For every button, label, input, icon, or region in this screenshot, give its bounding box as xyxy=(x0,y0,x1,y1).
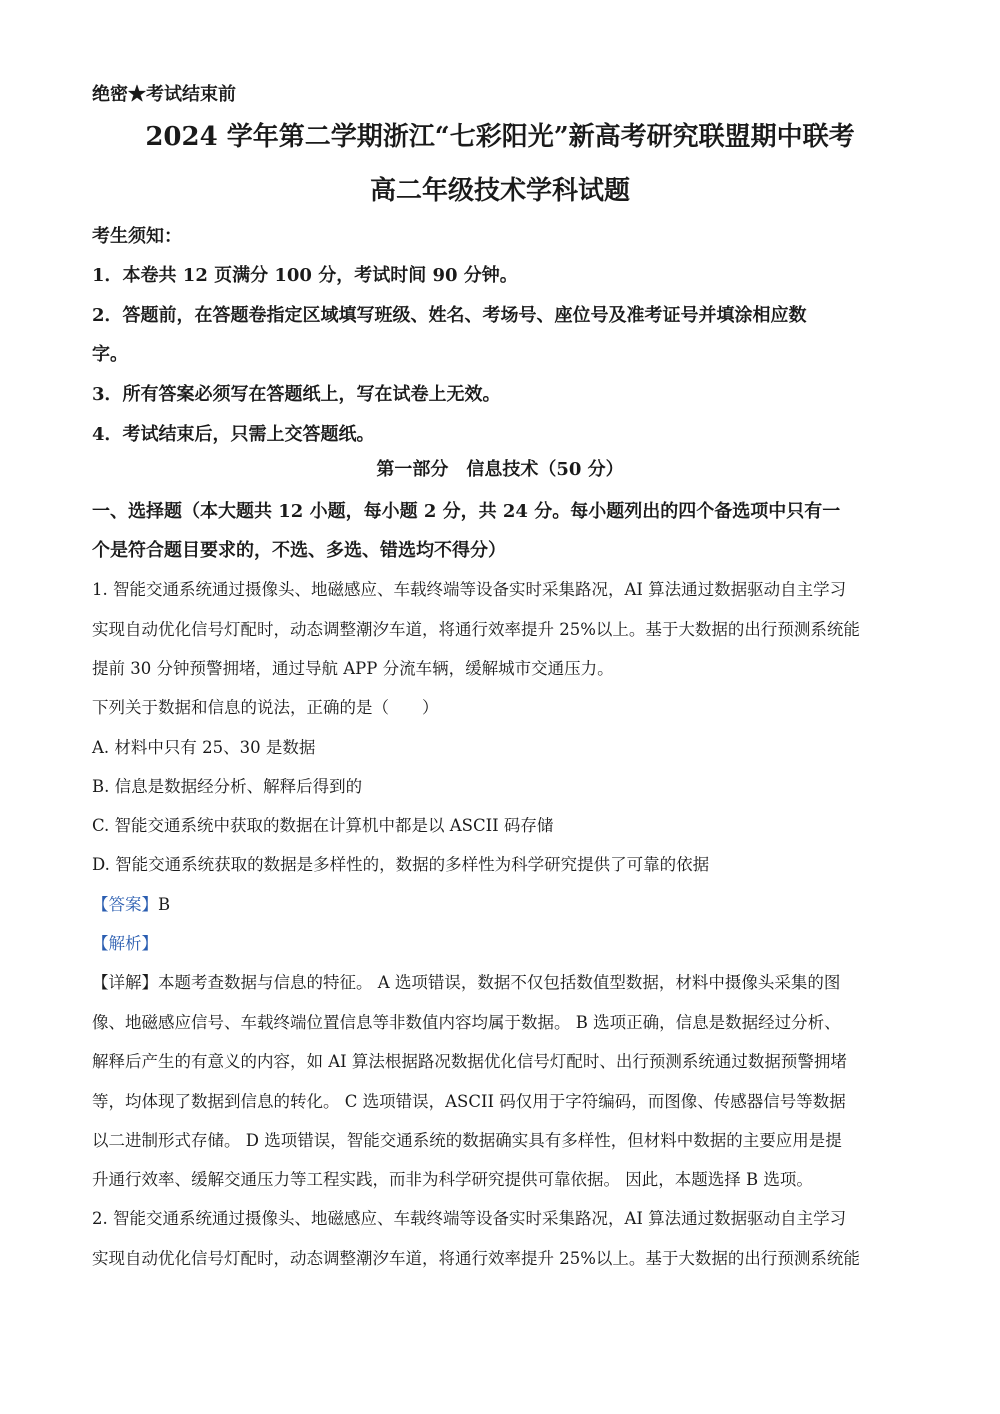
section-title: 一、选择题（本大题共 12 小题，每小题 2 分，共 24 分。每小题列出的四个备选项中只有一 xyxy=(92,501,841,522)
question-stem: 2. 智能交通系统通过摄像头、地磁感应、车载终端等设备实时采集路况，AI 算法通过数据驱动自主学习 xyxy=(92,1209,847,1228)
notice-item: 4．考试结束后，只需上交答题纸。 xyxy=(92,424,375,445)
answer-value: B xyxy=(158,895,171,914)
question-stem: 实现自动优化信号灯配时，动态调整潮汐车道，将通行效率提升 25%以上。基于大数据的出行预测系统能 xyxy=(92,620,860,639)
option-b: B. 信息是数据经分析、解释后得到的 xyxy=(92,777,363,796)
detail-line: 解释后产生的有意义的内容，如 AI 算法根据路况数据优化信号灯配时、出行预测系统通过数据预警拥堵 xyxy=(92,1052,847,1071)
section-title: 个是符合题目要求的，不选、多选、错选均不得分） xyxy=(92,540,506,561)
detail-line: 等，均体现了数据到信息的转化。 C 选项错误，ASCII 码仅用于字符编码，而图像、传感器信号等数据 xyxy=(92,1092,846,1111)
question-prompt: 下列关于数据和信息的说法，正确的是（ ） xyxy=(92,698,439,717)
answer-line xyxy=(92,891,910,915)
notice-item: 1．本卷共 12 页满分 100 分，考试时间 90 分钟。 xyxy=(92,265,518,286)
detail-line: 【详解】本题考查数据与信息的特征。 A 选项错误，数据不仅包括数值型数据，材料中摄像头采集的图 xyxy=(92,973,841,992)
question-stem: 实现自动优化信号灯配时，动态调整潮汐车道，将通行效率提升 25%以上。基于大数据的出行预测系统能 xyxy=(92,1249,860,1268)
part-title: 第一部分 信息技术（50 分） xyxy=(376,459,624,480)
option-d: D. 智能交通系统获取的数据是多样性的，数据的多样性为科学研究提供了可靠的依据 xyxy=(92,855,710,874)
notice-item: 2．答题前，在答题卷指定区域填写班级、姓名、考场号、座位号及准考证号并填涂相应数 xyxy=(92,305,807,326)
detail-line: 以二进制形式存储。 D 选项错误，智能交通系统的数据确实具有多样性，但材料中数据的主要应用是提 xyxy=(92,1131,842,1150)
question-stem: 提前 30 分钟预警拥堵，通过导航 APP 分流车辆，缓解城市交通压力。 xyxy=(92,659,614,678)
detail-line: 像、地磁感应信号、车载终端位置信息等非数值内容均属于数据。 B 选项正确，信息是数据经过分析、 xyxy=(92,1013,841,1032)
question-stem: 1. 智能交通系统通过摄像头、地磁感应、车载终端等设备实时采集路况，AI 算法通过数据驱动自主学习 xyxy=(92,580,847,599)
analysis-label: 【解析】 xyxy=(92,934,158,953)
option-c: C. 智能交通系统中获取的数据在计算机中都是以 ASCII 码存储 xyxy=(92,816,554,835)
confidential-mark: 绝密★考试结束前 xyxy=(92,84,236,105)
notice-heading: 考生须知： xyxy=(92,226,182,247)
exam-subtitle: 高二年级技术学科试题 xyxy=(369,176,630,206)
notice-item: 字。 xyxy=(92,344,128,365)
option-a: A. 材料中只有 25、30 是数据 xyxy=(92,738,316,757)
exam-title: 2024 学年第二学期浙江“七彩阳光”新高考研究联盟期中联考 xyxy=(145,122,855,152)
answer-label: 【答案】 xyxy=(92,895,158,914)
detail-line: 升通行效率、缓解交通压力等工程实践，而非为科学研究提供可靠依据。 因此，本题选择 B 选项。 xyxy=(92,1170,813,1189)
notice-item: 3．所有答案必须写在答题纸上，写在试卷上无效。 xyxy=(92,384,501,405)
